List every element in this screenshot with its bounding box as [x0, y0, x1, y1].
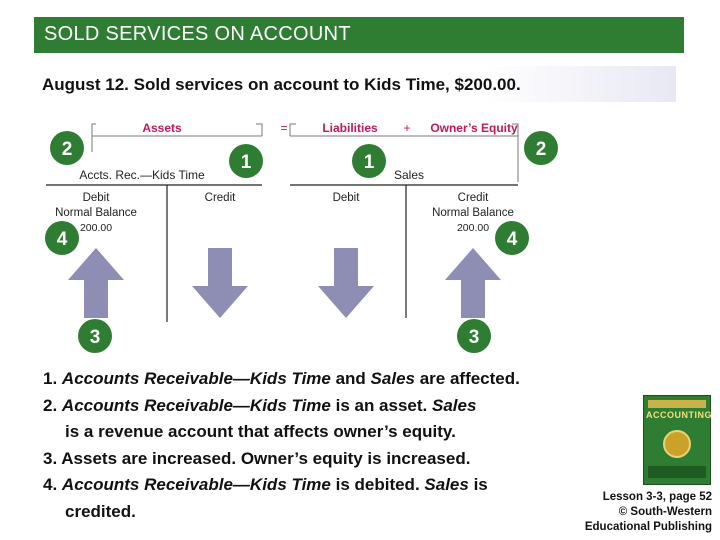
note-2-text: is an asset. — [330, 395, 432, 415]
left-credit-down-arrow — [192, 248, 248, 318]
right-debit-down-arrow — [318, 248, 374, 318]
note-2 — [43, 393, 643, 420]
book-seal-icon — [663, 430, 691, 458]
marker-left-top-label: 2 — [61, 139, 73, 160]
owners-equity-label: Owner’s Equity — [430, 121, 518, 135]
note-1-account: Accounts Receivable—Kids Time — [61, 369, 331, 388]
marker-left-mid-label: 1 — [240, 152, 252, 173]
note-2-sales: Sales — [432, 395, 477, 415]
right-amount: 200.00 — [456, 222, 490, 234]
explanation-list — [43, 366, 643, 525]
right-normal-balance: Normal Balance — [432, 207, 514, 219]
left-account-name: Accts. Rec.—Kids Time — [79, 168, 205, 182]
slide-title: SOLD SERVICES ON ACCOUNT — [44, 23, 351, 45]
left-amount: 200.00 — [79, 222, 113, 234]
book-top-band — [648, 400, 706, 408]
note-4-number: 4. — [43, 475, 58, 494]
note-4-tail: is — [468, 475, 488, 494]
equals-sign: = — [280, 121, 288, 135]
right-account-name: Sales — [393, 168, 425, 182]
note-1-text: and — [330, 369, 371, 388]
lesson-reference: Lesson 3-3, page 52 — [602, 491, 712, 503]
note-4-continued: credited. — [65, 501, 136, 521]
marker-right-four-label: 4 — [506, 229, 518, 250]
left-debit-label: Debit — [82, 192, 110, 204]
note-4-account: Accounts Receivable—Kids Time — [61, 475, 331, 494]
marker-right-top-label: 2 — [535, 139, 547, 160]
left-bracket — [92, 124, 96, 152]
publisher-line: Educational Publishing — [584, 521, 712, 533]
equity-left-bracket — [290, 124, 296, 136]
textbook-cover-image — [643, 395, 711, 485]
marker-left-three-label: 3 — [89, 327, 101, 348]
note-1-sales: Sales — [370, 369, 415, 388]
assets-label: Assets — [142, 121, 182, 135]
note-4-text: is debited. — [330, 475, 425, 494]
note-3 — [43, 446, 643, 473]
left-credit-label: Credit — [204, 192, 236, 204]
arrows — [68, 248, 501, 318]
note-3-number: 3. — [43, 448, 58, 468]
left-normal-balance: Normal Balance — [55, 207, 137, 219]
liabilities-label: Liabilities — [322, 121, 378, 135]
right-debit-label: Debit — [332, 192, 360, 204]
note-1 — [43, 366, 643, 393]
note-4-sales: Sales — [424, 475, 469, 494]
note-1-tail: are affected. — [414, 369, 520, 388]
markers — [45, 131, 558, 353]
book-bottom-band — [648, 466, 706, 478]
copyright-line: © South-Western — [618, 506, 712, 518]
marker-right-mid-label: 1 — [363, 152, 375, 173]
right-credit-up-arrow — [445, 248, 501, 318]
note-3-text: Assets are increased. Owner’s equity is increased. — [61, 448, 471, 468]
note-2-account: Accounts Receivable—Kids Time — [61, 395, 331, 415]
transaction-text: August 12. Sold services on account to Kids Time, $200.00. — [42, 75, 521, 94]
note-1-number: 1. — [43, 369, 58, 388]
book-title: ACCOUNTING — [646, 410, 712, 420]
publisher-credit — [585, 490, 712, 535]
note-4 — [43, 472, 643, 499]
left-debit-up-arrow — [68, 248, 124, 318]
marker-left-four-label: 4 — [56, 229, 68, 250]
assets-right-bracket — [256, 124, 262, 136]
note-2-continued: is a revenue account that affects owner’s equity. — [65, 422, 456, 441]
note-2-number: 2. — [43, 395, 58, 415]
marker-right-three-label: 3 — [468, 327, 480, 348]
right-credit-label: Credit — [457, 192, 489, 204]
plus-sign: + — [403, 121, 411, 135]
